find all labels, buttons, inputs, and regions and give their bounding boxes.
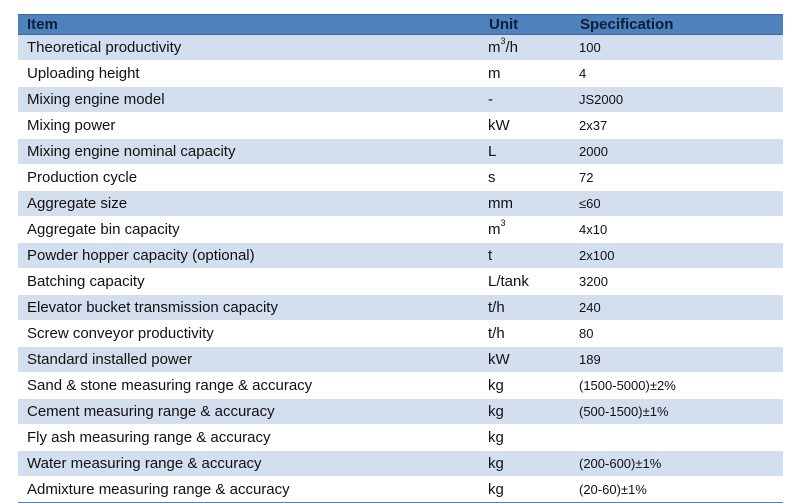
unit-cell	[480, 425, 571, 451]
unit-text: t/h	[488, 325, 505, 342]
specification-cell: 2000	[571, 139, 783, 165]
unit-text: m	[488, 221, 501, 238]
item-cell: Cement measuring range & accuracy	[18, 399, 480, 425]
item-cell: Uploading height	[18, 61, 480, 87]
item-cell: Sand & stone measuring range & accuracy	[18, 373, 480, 399]
unit-text: mm	[488, 195, 513, 212]
item-cell: Theoretical productivity	[18, 35, 480, 61]
unit-superscript: 3	[500, 218, 506, 228]
unit-cell	[480, 35, 571, 61]
specification-cell: 189	[571, 347, 783, 373]
unit-text: kW	[488, 351, 510, 368]
table-row	[18, 321, 783, 347]
item-cell: Aggregate size	[18, 191, 480, 217]
table-row	[18, 451, 783, 477]
table-row	[18, 35, 783, 61]
header-unit: Unit	[480, 15, 571, 35]
item-cell: Screw conveyor productivity	[18, 321, 480, 347]
unit-text: -	[488, 91, 493, 108]
table-row	[18, 217, 783, 243]
table-row	[18, 243, 783, 269]
unit-text: s	[488, 169, 496, 186]
table-row	[18, 295, 783, 321]
item-cell: Aggregate bin capacity	[18, 217, 480, 243]
specification-cell: (1500-5000)±2%	[571, 373, 783, 399]
table-row	[18, 425, 783, 451]
unit-cell	[480, 113, 571, 139]
specification-cell: 4x10	[571, 217, 783, 243]
item-cell: Mixing engine model	[18, 87, 480, 113]
item-cell: Powder hopper capacity (optional)	[18, 243, 480, 269]
unit-cell	[480, 269, 571, 295]
unit-cell	[480, 321, 571, 347]
item-cell: Production cycle	[18, 165, 480, 191]
unit-text: kg	[488, 377, 504, 394]
specification-cell: (500-1500)±1%	[571, 399, 783, 425]
unit-superscript: 3	[500, 36, 506, 46]
specification-cell: 2x37	[571, 113, 783, 139]
table-row	[18, 347, 783, 373]
specification-cell: 100	[571, 35, 783, 61]
specification-table	[18, 14, 783, 503]
specification-cell: 240	[571, 295, 783, 321]
specification-cell: ≤60	[571, 191, 783, 217]
specification-cell: 4	[571, 61, 783, 87]
unit-text: m	[488, 65, 501, 82]
specification-cell: (20-60)±1%	[571, 477, 783, 503]
item-cell: Fly ash measuring range & accuracy	[18, 425, 480, 451]
unit-cell	[480, 61, 571, 87]
table-row	[18, 269, 783, 295]
item-cell: Standard installed power	[18, 347, 480, 373]
unit-cell	[480, 373, 571, 399]
header-item: Item	[18, 15, 480, 35]
table-row	[18, 61, 783, 87]
unit-cell	[480, 139, 571, 165]
table-row	[18, 165, 783, 191]
item-cell: Mixing power	[18, 113, 480, 139]
unit-text: kW	[488, 117, 510, 134]
unit-text: L/tank	[488, 273, 529, 290]
item-cell: Elevator bucket transmission capacity	[18, 295, 480, 321]
unit-text: kg	[488, 455, 504, 472]
unit-text: kg	[488, 481, 504, 498]
unit-cell	[480, 477, 571, 503]
unit-text: t	[488, 247, 493, 264]
unit-cell	[480, 399, 571, 425]
unit-cell	[480, 243, 571, 269]
unit-text: kg	[488, 403, 504, 420]
table-row	[18, 191, 783, 217]
specification-cell: 80	[571, 321, 783, 347]
specification-cell: JS2000	[571, 87, 783, 113]
item-cell: Admixture measuring range & accuracy	[18, 477, 480, 503]
specification-cell: 3200	[571, 269, 783, 295]
table-body	[18, 35, 783, 503]
specification-cell	[571, 425, 783, 451]
table-row	[18, 373, 783, 399]
unit-text: m	[488, 39, 501, 56]
unit-cell	[480, 347, 571, 373]
unit-cell	[480, 217, 571, 243]
unit-text: t/h	[488, 299, 505, 316]
unit-cell	[480, 295, 571, 321]
unit-text: kg	[488, 429, 504, 446]
item-cell: Batching capacity	[18, 269, 480, 295]
unit-cell	[480, 191, 571, 217]
table-row	[18, 87, 783, 113]
table-row	[18, 139, 783, 165]
table-row	[18, 113, 783, 139]
specification-cell: (200-600)±1%	[571, 451, 783, 477]
specification-cell: 72	[571, 165, 783, 191]
unit-cell	[480, 165, 571, 191]
specification-cell: 2x100	[571, 243, 783, 269]
unit-cell	[480, 451, 571, 477]
item-cell: Mixing engine nominal capacity	[18, 139, 480, 165]
unit-suffix: /h	[505, 39, 519, 56]
table-row	[18, 477, 783, 503]
header-specification: Specification	[571, 15, 783, 35]
table-row	[18, 399, 783, 425]
unit-cell	[480, 87, 571, 113]
table-header-row	[18, 15, 783, 35]
item-cell: Water measuring range & accuracy	[18, 451, 480, 477]
unit-text: L	[488, 143, 497, 160]
